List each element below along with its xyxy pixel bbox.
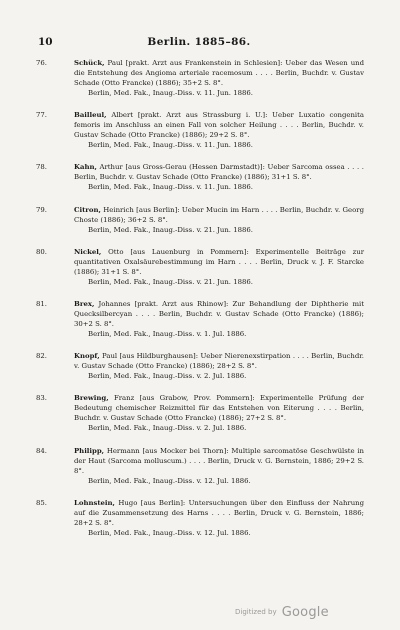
entry-citation [74,247,364,277]
entry-number: 76. [36,59,47,67]
faculty-line: Berlin, Med. Fak., Inaug.-Diss. v. 21. Jun. 1886. [88,277,253,286]
faculty-line: Berlin, Med. Fak., Inaug.-Diss. v. 12. Jul. 1886. [88,528,251,537]
author-surname: Bailleul, [74,111,107,120]
running-title: Berlin. 1885–86. [147,36,251,48]
entry-text: Arthur [aus Gross-Gerau (Hessen Darmstadt)]: Ueber Sarcoma ossea . . . . Berlin, Buchdr. v. Gustav Schade (Otto Francke) (1886); 31+1 S. 8°. [74,163,364,182]
entry-number: 82. [36,352,47,361]
entry-text: Paul [prakt. Arzt aus Frankenstein in Schlesien]: Ueber das Wesen und die Entstehung des Angioma arteriale racemosum . . . . Berlin, Buchdr. v. Gustav Schade (Otto Francke) (1886); 35+2 S. 8°. [74,59,364,87]
faculty-line: Berlin, Med. Fak., Inaug.-Diss. v. 12. Jul. 1886. [88,476,251,485]
entry-number: 77. [36,111,47,120]
dissertation-entry [36,205,364,235]
entry-number: 85. [36,498,47,507]
entry-citation [74,58,364,88]
dissertation-entry [36,299,364,339]
google-logo: Google [281,605,329,620]
entry-text: Johannes [prakt. Arzt aus Rhinow]: Zur Behandlung der Diphtherie mit Quecksilbercyan . . . . Berlin, Buchdr. v. Gustav Schade (Otto Francke) (1886); 30+2 S. 8°. [74,299,364,328]
faculty-line: Berlin, Med. Fak., Inaug.-Diss. v. 11. Jun. 1886. [88,183,253,192]
author-surname: Knopf, [74,352,100,361]
faculty-line: Berlin, Med. Fak., Inaug.-Diss. v. 21. Jun. 1886. [88,225,253,234]
dissertation-entry [36,393,364,433]
dissertation-list [36,58,364,550]
entry-citation [74,205,364,225]
entry-citation [74,299,364,329]
google-watermark [235,601,329,620]
entry-text: Franz [aus Grabow, Prov. Pommern]: Experimentelle Prüfung der Bedeutung chemischer Reizmittel für das Entstehen von Eiterung . . . . Berlin, Buchdr. v. Gustav Schade (Otto Francke) (1886); 27+2 S. 8°. [74,394,364,423]
entry-text: Hermann [aus Mocker bei Thorn]: Multiple sarcomatöse Geschwülste in der Haut (Sarcoma molluscum.) . . . . Berlin, Druck v. G. Bernstein, 1886; 29+2 S. 8°. [74,446,364,475]
author-surname: Nickel, [74,247,102,256]
entry-number: 84. [36,446,47,455]
page-number: 10 [38,36,53,48]
dissertation-entry [36,162,364,192]
author-surname: Philipp, [74,446,105,455]
author-surname: Lohnstein, [74,498,115,507]
dissertation-entry [36,247,364,287]
entry-number: 81. [36,299,47,308]
entry-text: Otto [aus Lauenburg in Pommern]: Experimentelle Beiträge zur quantitativen Oxalsäurebestimmung im Harn . . . . Berlin, Druck v. J. F. Starcke (1886); 31+1 S. 8°. [74,247,364,276]
entry-number: 79. [36,205,47,214]
entry-citation [74,110,364,140]
faculty-line: Berlin, Med. Fak., Inaug.-Diss. v. 2. Jul. 1886. [88,372,247,381]
entry-text: Albert [prakt. Arzt aus Strassburg i. U.]: Ueber Luxatio congenita femoris im Anschluss an einen Fall von solcher Heilung . . . . Berlin, Buchdr. v. Gustav Schade (Otto Francke) (1886); 29+2 S. 8°. [74,111,364,140]
watermark-prefix: Digitized by [235,608,277,616]
author-surname: Schück, [74,59,105,67]
author-surname: Kahn, [74,163,97,172]
entry-text: Heinrich [aus Berlin]: Ueber Mucin im Harn . . . . Berlin, Buchdr. v. Georg Choste (1886); 36+2 S. 8°. [74,205,364,224]
entry-citation [74,393,364,423]
author-surname: Citron, [74,205,101,214]
entry-number: 80. [36,247,47,256]
dissertation-entry [36,498,364,538]
dissertation-entry [36,110,364,150]
faculty-line: Berlin, Med. Fak., Inaug.-Diss. v. 11. Jun. 1886. [88,89,253,97]
faculty-line: Berlin, Med. Fak., Inaug.-Diss. v. 11. Jun. 1886. [88,141,253,150]
entry-number: 83. [36,394,47,403]
faculty-line: Berlin, Med. Fak., Inaug.-Diss. v. 1. Jul. 1886. [88,329,247,338]
entry-text: Paul [aus Hildburghausen]: Ueber Nierenexstirpation . . . . Berlin, Buchdr. v. Gustav Schade (Otto Francke) (1886); 28+2 S. 8°. [74,352,364,371]
entry-citation [74,498,364,528]
faculty-line: Berlin, Med. Fak., Inaug.-Diss. v. 2. Jul. 1886. [88,424,247,433]
dissertation-entry [36,446,364,486]
entry-text: Hugo [aus Berlin]: Untersuchungen über den Einfluss der Nahrung auf die Zusammensetzung des Harns . . . . Berlin, Druck v. G. Bernstein, 1886; 28+2 S. 8°. [74,498,364,527]
dissertation-entry [36,351,364,381]
dissertation-entry [36,58,364,98]
entry-citation [74,162,364,182]
author-surname: Brewing, [74,394,109,403]
page-header [38,36,360,50]
entry-citation [74,351,364,371]
author-surname: Brex, [74,299,95,308]
entry-citation [74,446,364,476]
entry-number: 78. [36,163,47,172]
